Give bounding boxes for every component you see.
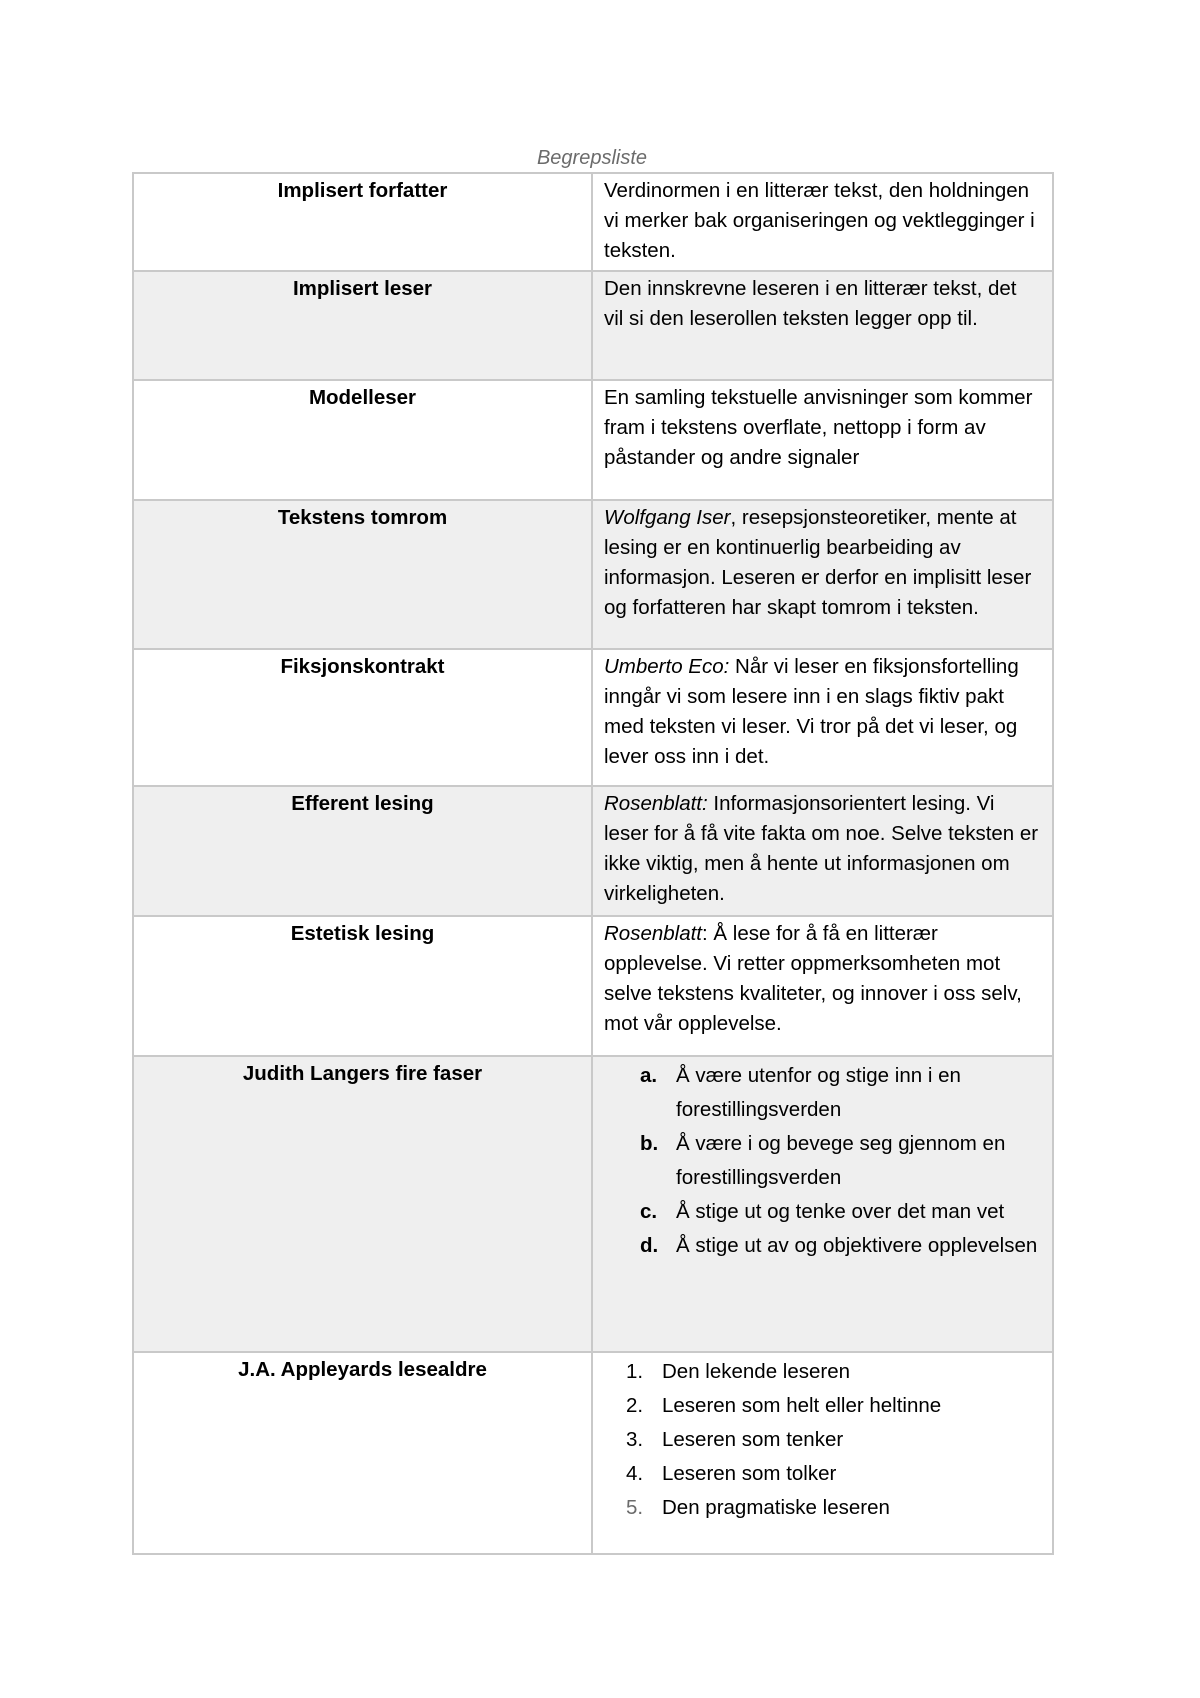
- author-name: Rosenblatt: [604, 922, 703, 945]
- list-marker: 5.: [626, 1496, 644, 1519]
- term-cell: Estetisk lesing: [133, 916, 592, 1056]
- table-row: [133, 1056, 1053, 1352]
- list-item: [640, 1195, 1040, 1229]
- definition-text: : Å lese for å få en litterær opplevelse. Vi retter oppmerksomheten mot selve tekstens kvaliteter, og innover i oss selv, mot vår opplevelse.: [604, 922, 1022, 1035]
- definition-cell: [592, 1056, 1053, 1352]
- list-item: [626, 1389, 1040, 1423]
- list-item-text: Leseren som tenker: [662, 1428, 844, 1451]
- definition-text: Når vi leser en fiksjonsfortelling inngår vi som lesere inn i en slags fiktiv pakt med teksten vi leser. Vi tror på det vi leser, og lever oss inn i det.: [604, 655, 1019, 768]
- concept-table: [132, 172, 1054, 1555]
- definition-cell: [592, 786, 1053, 916]
- definition-cell: [592, 649, 1053, 786]
- list-item: [640, 1059, 1040, 1127]
- list-item-text: Den pragmatiske leseren: [662, 1496, 890, 1519]
- list-item: [626, 1491, 1040, 1525]
- list-marker: b.: [640, 1132, 659, 1155]
- term-cell: Efferent lesing: [133, 786, 592, 916]
- table-caption: Begrepsliste: [536, 147, 648, 169]
- table-row: [133, 380, 1053, 500]
- definition-cell: [592, 500, 1053, 649]
- list-marker: a.: [640, 1064, 658, 1087]
- list-item: [640, 1229, 1040, 1263]
- definition-cell: Verdinormen i en litterær tekst, den holdningen vi merker bak organiseringen og vektlegginger i teksten.: [592, 173, 1053, 271]
- definition-text: Informasjonsorientert lesing. Vi leser for å få vite fakta om noe. Selve teksten er ikke viktig, men å hente ut informasjonen om virkeligheten.: [604, 792, 1039, 905]
- age-list: [604, 1355, 1040, 1525]
- list-item: [626, 1355, 1040, 1389]
- list-item: [640, 1127, 1040, 1195]
- list-marker: 4.: [626, 1462, 644, 1485]
- list-item-text: Å være i og bevege seg gjennom en forestillingsverden: [676, 1132, 1006, 1189]
- list-marker: d.: [640, 1234, 659, 1257]
- table-row: [133, 173, 1053, 271]
- term-cell: Implisert leser: [133, 271, 592, 380]
- phase-list: [604, 1059, 1040, 1263]
- term-cell: Fiksjonskontrakt: [133, 649, 592, 786]
- table-row: [133, 916, 1053, 1056]
- list-item-text: Å stige ut av og objektivere opplevelsen: [676, 1234, 1038, 1257]
- table-row: [133, 649, 1053, 786]
- author-name: Rosenblatt:: [604, 792, 708, 815]
- list-marker: 2.: [626, 1394, 644, 1417]
- list-item-text: Den lekende leseren: [662, 1360, 851, 1383]
- definition-cell: [592, 916, 1053, 1056]
- list-item: [626, 1457, 1040, 1491]
- table-row: [133, 271, 1053, 380]
- term-cell: Implisert forfatter: [133, 173, 592, 271]
- definition-cell: [592, 1352, 1053, 1554]
- term-cell: Tekstens tomrom: [133, 500, 592, 649]
- term-cell: Judith Langers fire faser: [133, 1056, 592, 1352]
- author-name: Wolfgang Iser: [604, 506, 731, 529]
- list-item-text: Leseren som tolker: [662, 1462, 837, 1485]
- term-cell: J.A. Appleyards lesealdre: [133, 1352, 592, 1554]
- list-marker: 1.: [626, 1360, 644, 1383]
- list-item-text: Å være utenfor og stige inn i en forestillingsverden: [676, 1064, 961, 1121]
- definition-cell: Den innskrevne leseren i en litterær tekst, det vil si den leserollen teksten legger opp til.: [592, 271, 1053, 380]
- list-item: [626, 1423, 1040, 1457]
- table-row: [133, 1352, 1053, 1554]
- term-cell: Modelleser: [133, 380, 592, 500]
- table-row: [133, 500, 1053, 649]
- definition-cell: En samling tekstuelle anvisninger som kommer fram i tekstens overflate, nettopp i form av påstander og andre signaler: [592, 380, 1053, 500]
- list-item-text: Leseren som helt eller heltinne: [662, 1394, 942, 1417]
- list-item-text: Å stige ut og tenke over det man vet: [676, 1200, 1005, 1223]
- list-marker: 3.: [626, 1428, 644, 1451]
- table-row: [133, 786, 1053, 916]
- author-name: Umberto Eco:: [604, 655, 730, 678]
- list-marker: c.: [640, 1200, 658, 1223]
- definition-text: , resepsjonsteoretiker, mente at lesing er en kontinuerlig bearbeiding av informasjon. Leseren er derfor en implisitt leser og forfatteren har skapt tomrom i teksten.: [604, 506, 1032, 619]
